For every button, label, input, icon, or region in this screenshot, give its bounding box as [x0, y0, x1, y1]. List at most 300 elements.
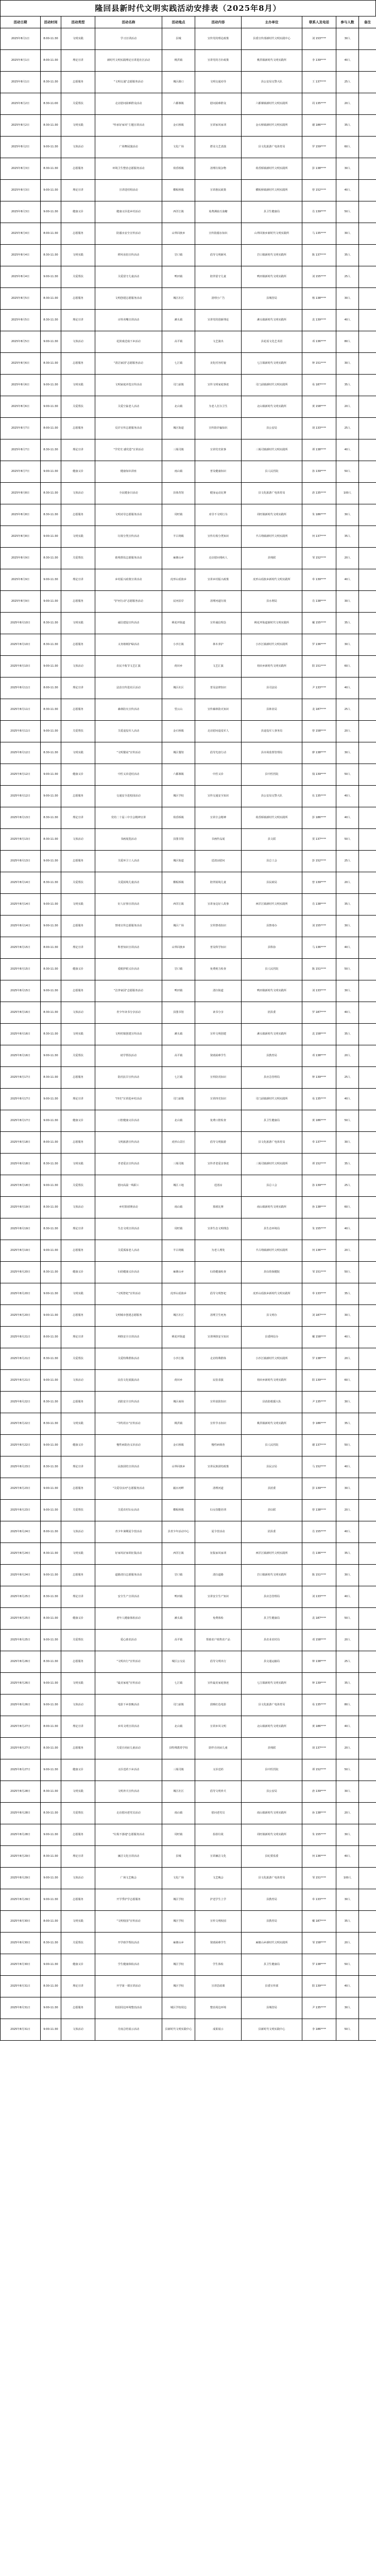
- table-cell: 2025年8月6日: [1, 353, 41, 375]
- table-row: [1, 310, 376, 331]
- table-cell: 西洋江镇: [162, 1543, 195, 1565]
- table-cell: [359, 1435, 376, 1456]
- table-cell: 关爱帮扶: [61, 1045, 95, 1067]
- table-cell: 30人: [336, 158, 359, 180]
- table-cell: 2025年8月17日: [1, 1110, 41, 1132]
- table-cell: 2025年8月4日: [1, 245, 41, 266]
- table-cell: "文明祭祀"宣传活动: [95, 1283, 162, 1305]
- table-row: [1, 266, 376, 288]
- table-cell: 交通安全进校园活动: [95, 786, 162, 807]
- table-cell: 8:00-11:30: [41, 1911, 61, 1933]
- table-cell: 免费视力检查: [195, 959, 242, 980]
- table-cell: 9:00-11:30: [41, 1089, 61, 1110]
- table-cell: [359, 1154, 376, 1175]
- table-cell: 青少年暑期夏令营活动: [95, 1521, 162, 1543]
- table-cell: 100人: [336, 483, 359, 504]
- table-cell: "关爱母亲河"志愿服务活动: [95, 1478, 162, 1500]
- table-cell: 辰河沿岸: [162, 591, 195, 613]
- table-cell: 易 187****: [302, 375, 336, 396]
- table-row: [1, 613, 376, 634]
- table-cell: 陪伴自闭症儿童: [195, 1738, 242, 1759]
- table-cell: 关爱自闭症儿童活动: [95, 1738, 162, 1759]
- table-cell: 9:00-11:30: [41, 1175, 61, 1197]
- table-cell: 文明实践: [61, 894, 95, 916]
- table-cell: 2025年8月29日: [1, 1868, 41, 1889]
- table-cell: 40人: [336, 937, 359, 959]
- table-cell: 文体活动: [61, 2019, 95, 2041]
- table-cell: 县中医医院: [242, 764, 302, 786]
- table-cell: 邹 151****: [302, 1868, 336, 1889]
- table-cell: 2025年8月19日: [1, 1197, 41, 1218]
- table-cell: 慢性病筛查: [195, 1435, 242, 1456]
- table-cell: 县城: [162, 28, 195, 50]
- table-cell: [359, 980, 376, 1002]
- table-row: [1, 1911, 376, 1933]
- table-cell: 文体活动: [61, 331, 95, 353]
- table-cell: 文体活动: [61, 1197, 95, 1218]
- table-cell: 县总工会: [242, 1175, 302, 1197]
- table-cell: 8:30-11:30: [41, 742, 61, 764]
- table-cell: [359, 851, 376, 872]
- table-cell: 倡导文明新风: [195, 245, 242, 266]
- table-cell: 8:00-11:30: [41, 1716, 61, 1738]
- table-cell: 30人: [336, 980, 359, 1002]
- table-cell: 8:30-11:30: [41, 72, 61, 93]
- table-cell: 山界回族乡: [162, 223, 195, 245]
- table-cell: 50人: [336, 2019, 359, 2041]
- table-cell: 9:00-11:30: [41, 569, 61, 591]
- table-cell: 虎形山瑶族乡新时代文明实践所: [242, 1283, 302, 1305]
- table-cell: 8:30-11:30: [41, 1154, 61, 1175]
- table-cell: 宣讲廉洁文化: [195, 1846, 242, 1868]
- table-cell: 刘 133****: [302, 980, 336, 1002]
- table-cell: 理论宣讲: [61, 807, 95, 829]
- table-cell: 8:00-11:30: [41, 1132, 61, 1154]
- table-cell: 40人: [336, 1002, 359, 1024]
- table-cell: 刘 155****: [302, 916, 336, 937]
- table-cell: [359, 223, 376, 245]
- table-cell: 陈 151****: [302, 959, 336, 980]
- table-cell: [359, 1002, 376, 1024]
- table-cell: 2025年8月23日: [1, 1500, 41, 1521]
- table-cell: "四史"宣讲进乡村活动: [95, 1089, 162, 1110]
- table-cell: 2025年8月18日: [1, 1175, 41, 1197]
- table-cell: [359, 50, 376, 72]
- table-row: [1, 93, 376, 115]
- table-cell: 8:30-11:30: [41, 1392, 61, 1413]
- table-cell: 志愿服务: [61, 1067, 95, 1089]
- table-cell: 朱 186****: [302, 504, 336, 526]
- table-cell: 县科协: [242, 937, 302, 959]
- table-cell: 慰问困难群众: [195, 93, 242, 115]
- table-cell: 文明旅游宣传活动: [95, 1132, 162, 1154]
- table-cell: 35人: [336, 245, 359, 266]
- table-cell: [359, 937, 376, 959]
- table-cell: 慰问高温一线职工: [95, 1175, 162, 1197]
- table-cell: 邹 152****: [302, 548, 336, 569]
- table-cell: 健康义诊: [61, 959, 95, 980]
- table-cell: 奉 137****: [302, 1132, 336, 1154]
- table-cell: 宣讲思政课: [195, 1976, 242, 1997]
- table-cell: [359, 72, 376, 93]
- table-cell: 文明实践: [61, 526, 95, 548]
- table-cell: 8:30-11:30: [41, 1413, 61, 1435]
- table-cell: 县退役军人事务局: [242, 721, 302, 742]
- table-cell: 9:00-11:30: [41, 721, 61, 742]
- table-cell: 9:00-11:30: [41, 1435, 61, 1456]
- table-cell: 司门前镇新时代文明实践所: [242, 375, 302, 396]
- table-cell: 2025年8月22日: [1, 1435, 41, 1456]
- table-cell: [359, 807, 376, 829]
- table-cell: 2025年8月24日: [1, 1521, 41, 1543]
- table-cell: 2025年8月7日: [1, 418, 41, 439]
- table-cell: 清扫道路: [195, 1565, 242, 1586]
- table-cell: 桃洪镇新时代文明实践所: [242, 50, 302, 72]
- table-cell: "护河行动"志愿服务活动: [95, 591, 162, 613]
- table-cell: 文化广场: [162, 1868, 195, 1889]
- table-cell: 走访慰问困难群众活动: [95, 93, 162, 115]
- table-cell: 金石桥镇: [162, 721, 195, 742]
- table-cell: 反诈宣传志愿服务活动: [95, 418, 162, 439]
- table-cell: 20人: [336, 396, 359, 418]
- table-cell: 25人: [336, 1651, 359, 1673]
- table-cell: 理论宣讲: [61, 1716, 95, 1738]
- table-cell: 2025年8月26日: [1, 1694, 41, 1716]
- table-cell: [359, 1089, 376, 1110]
- table-cell: 2025年8月22日: [1, 1392, 41, 1413]
- table-row: [1, 548, 376, 569]
- table-cell: 健康义诊: [61, 1954, 95, 1976]
- table-cell: 羊古坳镇: [162, 1240, 195, 1262]
- table-cell: 8:00-11:30: [41, 418, 61, 439]
- table-cell: 劝导不文明行为: [195, 504, 242, 526]
- table-cell: 读书分享: [195, 1002, 242, 1024]
- table-cell: 雨山镇: [162, 1803, 195, 1824]
- table-cell: 宣讲乡村振兴政策: [195, 569, 242, 591]
- table-cell: [359, 1392, 376, 1413]
- table-cell: 捡拾垃圾: [195, 1824, 242, 1846]
- table-cell: 关爱帮扶: [61, 1500, 95, 1521]
- table-cell: 健康知识讲座: [95, 461, 162, 483]
- table-cell: 文明实践: [61, 28, 95, 50]
- table-cell: 60人: [336, 137, 359, 158]
- table-cell: 30人: [336, 1889, 359, 1911]
- table-cell: 西洋江镇: [162, 894, 195, 916]
- table-cell: 北山镇: [162, 1716, 195, 1738]
- table-row: [1, 461, 376, 483]
- table-cell: 9:00-11:30: [41, 1954, 61, 1976]
- table-cell: 口腔健康义诊活动: [95, 1110, 162, 1132]
- table-cell: 文体活动: [61, 483, 95, 504]
- table-cell: 羊古坳镇新时代文明实践所: [242, 1240, 302, 1262]
- table-cell: 道路清扫志愿服务活动: [95, 1565, 162, 1586]
- table-cell: 雨山镇: [162, 461, 195, 483]
- table-cell: 罗 138****: [302, 1954, 336, 1976]
- table-cell: 文明实践: [61, 1024, 95, 1045]
- table-cell: 2025年8月5日: [1, 288, 41, 310]
- table-cell: 横板桥镇: [162, 1500, 195, 1521]
- table-cell: 六都寨镇: [162, 93, 195, 115]
- table-cell: [359, 1738, 376, 1759]
- table-row: [1, 1954, 376, 1976]
- table-cell: 30人: [336, 1478, 359, 1500]
- table-cell: 桃洪镇: [162, 50, 195, 72]
- table-cell: 健康义诊: [61, 1435, 95, 1456]
- table-cell: 40人: [336, 807, 359, 829]
- table-cell: 助残帮扶志愿服务活动: [95, 548, 162, 569]
- table-cell: 2025年8月29日: [1, 1846, 41, 1868]
- table-cell: 理论宣讲: [61, 1586, 95, 1608]
- table-cell: 肖 136****: [302, 1543, 336, 1565]
- table-cell: 鸭田镇: [162, 1586, 195, 1608]
- table-cell: 开学助学帮扶活动: [95, 1933, 162, 1954]
- table-cell: 20人: [336, 93, 359, 115]
- table-row: [1, 1933, 376, 1954]
- table-cell: 35人: [336, 375, 359, 396]
- table-cell: 9:00-11:30: [41, 1824, 61, 1846]
- table-cell: 荷田乡: [162, 1370, 195, 1392]
- table-cell: 曾 139****: [302, 872, 336, 894]
- table-cell: 麻塘山乡: [162, 548, 195, 569]
- table-cell: [359, 677, 376, 699]
- table-cell: 县林业局: [242, 699, 302, 721]
- table-cell: 清理河道: [195, 1478, 242, 1500]
- table-cell: 20人: [336, 1240, 359, 1262]
- table-cell: 9:00-11:30: [41, 656, 61, 677]
- table-cell: 8:30-11:30: [41, 548, 61, 569]
- table-cell: 鸭田镇新时代文明实践所: [242, 980, 302, 1002]
- table-cell: 文明实践: [61, 115, 95, 137]
- table-row: [1, 829, 376, 851]
- table-cell: 城区路口: [162, 72, 195, 93]
- table-cell: 30人: [336, 591, 359, 613]
- table-cell: 关爱帮扶: [61, 1175, 95, 1197]
- table-cell: 9:00-11:30: [41, 1694, 61, 1716]
- table-row: [1, 1846, 376, 1868]
- table-cell: 党的二十届三中全会精神宣讲: [95, 807, 162, 829]
- table-cell: 普及法律知识: [195, 677, 242, 699]
- table-cell: 放映红色电影: [195, 1694, 242, 1716]
- table-cell: 2025年8月12日: [1, 786, 41, 807]
- table-cell: 新时代文明实践理论宣讲进社区活动: [95, 50, 162, 72]
- table-cell: 9:00-11:30: [41, 1759, 61, 1781]
- table-cell: 阳 139****: [302, 1976, 336, 1997]
- table-cell: 文艺晚会: [195, 1868, 242, 1889]
- table-cell: 李 186****: [302, 1413, 336, 1435]
- table-cell: 邓 136****: [302, 331, 336, 353]
- table-cell: [359, 180, 376, 201]
- table-cell: 健康义诊: [61, 764, 95, 786]
- table-row: [1, 1392, 376, 1413]
- table-cell: 35人: [336, 1283, 359, 1305]
- table-cell: 60人: [336, 1197, 359, 1218]
- table-cell: 30人: [336, 1824, 359, 1846]
- table-cell: 40人: [336, 1218, 359, 1240]
- table-cell: 民俗表演: [195, 1370, 242, 1392]
- table-cell: 20人: [336, 872, 359, 894]
- table-cell: 走访慰问老党员活动: [95, 1803, 162, 1824]
- table-cell: 25人: [336, 1067, 359, 1089]
- table-cell: 县妇联: [242, 1500, 302, 1521]
- table-cell: 9:00-11:30: [41, 1110, 61, 1132]
- table-cell: 县公安局交警大队: [242, 786, 302, 807]
- table-cell: 40人: [336, 50, 359, 72]
- table-cell: 王 137****: [302, 72, 336, 93]
- table-cell: 阳 139****: [302, 1370, 336, 1392]
- table-cell: 荷香桥镇: [162, 158, 195, 180]
- table-cell: 宣传文明创建: [195, 1024, 242, 1045]
- table-row: [1, 1262, 376, 1283]
- table-cell: 荷香桥镇: [162, 807, 195, 829]
- table-row: [1, 1500, 376, 1521]
- table-cell: 理论宣讲: [61, 1456, 95, 1478]
- table-cell: 9:00-11:30: [41, 461, 61, 483]
- column-header: 活动地点: [162, 16, 195, 28]
- table-row: [1, 1218, 376, 1240]
- table-cell: 2025年8月2日: [1, 137, 41, 158]
- table-cell: 2025年8月18日: [1, 1154, 41, 1175]
- table-cell: 35人: [336, 1154, 359, 1175]
- table-cell: 志愿服务: [61, 1997, 95, 2019]
- table-cell: 关爱帮扶: [61, 1933, 95, 1954]
- table-cell: 县残联: [242, 1738, 302, 1759]
- table-cell: 中医义诊进村活动: [95, 764, 162, 786]
- table-cell: 8:00-11:30: [41, 1521, 61, 1543]
- table-cell: 关爱困境儿童活动: [95, 872, 162, 894]
- table-cell: "洁净家园"志愿服务活动: [95, 980, 162, 1002]
- table-cell: 2025年8月21日: [1, 1327, 41, 1348]
- table-row: [1, 331, 376, 353]
- table-cell: 9:00-11:30: [41, 331, 61, 353]
- table-cell: 20人: [336, 1933, 359, 1954]
- table-cell: 8:30-11:30: [41, 1218, 61, 1240]
- table-cell: 尹 133****: [302, 677, 336, 699]
- table-cell: 黄 158****: [302, 396, 336, 418]
- table-cell: 送清凉: [195, 1175, 242, 1197]
- table-cell: 城区餐馆: [162, 742, 195, 764]
- table-row: [1, 764, 376, 786]
- column-header: 参与人数: [336, 16, 359, 28]
- table-cell: 健康义诊: [61, 1262, 95, 1283]
- table-cell: 2025年8月25日: [1, 1630, 41, 1651]
- table-cell: 县城: [162, 1846, 195, 1868]
- table-cell: 健康义诊: [61, 201, 95, 223]
- table-cell: 慰问老党员: [195, 1803, 242, 1824]
- table-cell: 乡村篮球赛活动: [95, 1197, 162, 1218]
- table-cell: 2025年8月8日: [1, 526, 41, 548]
- table-cell: 2025年8月31日: [1, 1976, 41, 1997]
- table-cell: 宣讲进村组活动: [95, 180, 162, 201]
- table-row: [1, 1305, 376, 1327]
- table-cell: 陪伴困境儿童: [195, 872, 242, 894]
- table-cell: 文化广场: [162, 137, 195, 158]
- table-row: [1, 1413, 376, 1435]
- table-cell: [359, 1694, 376, 1716]
- table-cell: 彭 186****: [302, 807, 336, 829]
- table-cell: 关爱环卫工人活动: [95, 851, 162, 872]
- table-cell: 文体活动: [61, 1521, 95, 1543]
- table-cell: 桃花坪街道新时代文明实践所: [242, 613, 302, 634]
- table-cell: 开学季护学志愿服务: [95, 1889, 162, 1911]
- table-cell: 2025年8月21日: [1, 1348, 41, 1370]
- table-cell: 县市场监督管理局: [242, 742, 302, 764]
- table-cell: 县图书馆: [162, 829, 195, 851]
- table-cell: 刘 133****: [302, 1586, 336, 1608]
- table-cell: 清理河道垃圾: [195, 591, 242, 613]
- table-cell: 8:30-11:30: [41, 1024, 61, 1045]
- table-row: [1, 1716, 376, 1738]
- table-cell: [359, 656, 376, 677]
- table-row: [1, 1608, 376, 1630]
- table-cell: 文明劝导志愿服务活动: [95, 504, 162, 526]
- table-cell: 8:30-11:30: [41, 699, 61, 721]
- table-cell: 50人: [336, 829, 359, 851]
- table-cell: [359, 375, 376, 396]
- table-cell: [359, 1218, 376, 1240]
- table-cell: 40人: [336, 180, 359, 201]
- table-cell: 垃圾分类宣传活动: [95, 526, 162, 548]
- table-cell: 20人: [336, 1803, 359, 1824]
- table-cell: 唐 135****: [302, 483, 336, 504]
- table-cell: 理论宣讲: [61, 937, 95, 959]
- table-cell: 县卫生健康局: [242, 1608, 302, 1630]
- table-cell: 30人: [336, 1392, 359, 1413]
- table-cell: 2025年8月9日: [1, 591, 41, 613]
- table-cell: 2025年8月19日: [1, 1240, 41, 1262]
- table-cell: 羊古坳镇: [162, 526, 195, 548]
- table-cell: 学习宣讲活动: [95, 28, 162, 50]
- table-cell: 2025年8月6日: [1, 375, 41, 396]
- table-cell: 夏令营活动: [195, 1521, 242, 1543]
- table-cell: 健康义诊: [61, 1110, 95, 1132]
- table-cell: 妇幼健康义诊活动: [95, 1262, 162, 1283]
- table-cell: 消防安全宣传活动: [95, 1392, 162, 1413]
- table-cell: 城区工地: [162, 1175, 195, 1197]
- table-cell: 文体活动: [61, 1370, 95, 1392]
- table-row: [1, 1673, 376, 1694]
- table-cell: 2025年8月23日: [1, 1478, 41, 1500]
- table-cell: 40人: [336, 1846, 359, 1868]
- table-cell: 文艺演出: [195, 331, 242, 353]
- table-cell: 黄 186****: [302, 1716, 336, 1738]
- table-cell: 25人: [336, 1175, 359, 1197]
- table-cell: [359, 396, 376, 418]
- table-cell: 志愿服务: [61, 288, 95, 310]
- table-cell: 宣讲乡风文明: [195, 1716, 242, 1738]
- table-cell: 35人: [336, 526, 359, 548]
- table-cell: 司门前镇新时代文明实践所: [242, 1089, 302, 1110]
- table-cell: 9:00-11:30: [41, 851, 61, 872]
- table-cell: 8:30-11:30: [41, 1067, 61, 1089]
- table-cell: 宣传森林防火知识: [195, 699, 242, 721]
- table-cell: 8:00-11:30: [41, 223, 61, 245]
- table-cell: 9:00-11:30: [41, 375, 61, 396]
- table-cell: 鸭田镇: [162, 980, 195, 1002]
- table-cell: 高平镇: [162, 331, 195, 353]
- table-cell: 何 136****: [302, 1240, 336, 1262]
- table-cell: 袁 158****: [302, 1024, 336, 1045]
- table-cell: [359, 93, 376, 115]
- table-row: [1, 937, 376, 959]
- table-cell: 8:30-11:30: [41, 1781, 61, 1803]
- table-cell: 8:30-11:30: [41, 1456, 61, 1478]
- table-row: [1, 526, 376, 548]
- table-cell: [359, 1327, 376, 1348]
- table-cell: 司门前镇: [162, 375, 195, 396]
- table-cell: 罗 138****: [302, 1348, 336, 1370]
- table-cell: [359, 310, 376, 331]
- table-cell: [359, 634, 376, 656]
